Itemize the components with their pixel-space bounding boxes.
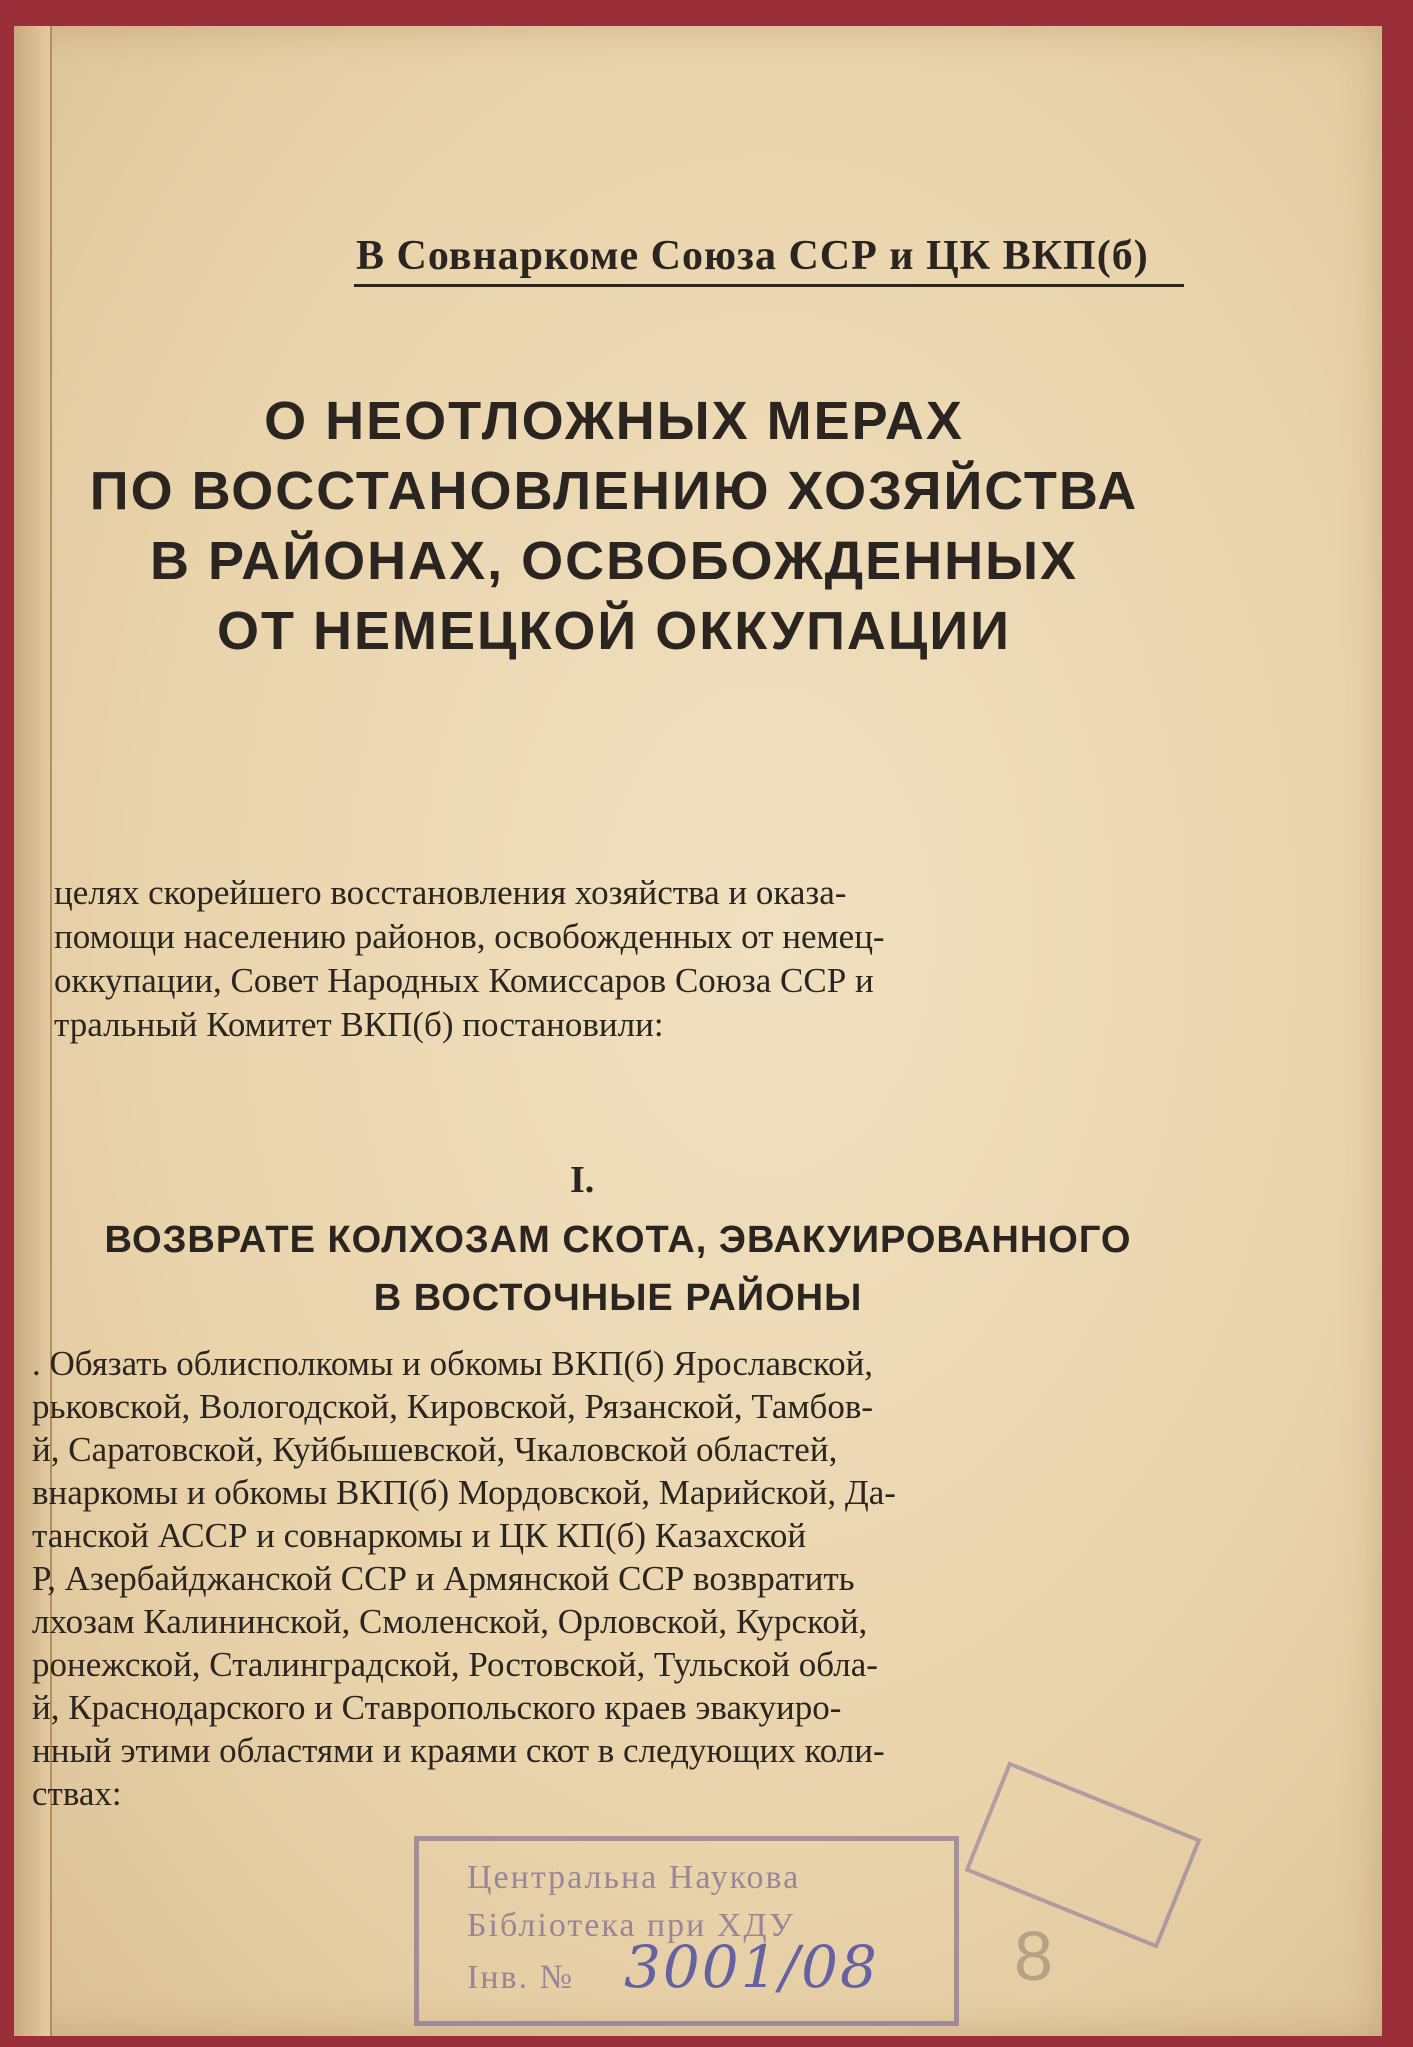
intro-line: тральный Комитет ВКП(б) постановили:	[54, 1005, 664, 1044]
title-line: ПО ВОССТАНОВЛЕНИЮ ХОЗЯЙСТВА	[89, 461, 1139, 521]
body-line: танской АССР и совнаркомы и ЦК КП(б) Казахской	[32, 1516, 807, 1555]
section-title-line: В ВОСТОЧНЫЕ РАЙОНЫ	[373, 1277, 863, 1319]
title-line: ОТ НЕМЕЦКОЙ ОККУПАЦИИ	[217, 601, 1011, 661]
body-line: й, Краснодарского и Ставропольского краев эвакуиро-	[32, 1688, 842, 1727]
body-line: лхозам Калининской, Смоленской, Орловской, Курской,	[32, 1602, 868, 1641]
body-line: ронежской, Сталинградской, Ростовской, Тульской обла-	[32, 1645, 878, 1684]
body-line: рьковской, Вологодской, Кировской, Рязанской, Тамбов-	[32, 1387, 874, 1426]
intro-paragraph	[54, 871, 1224, 1047]
body-line: нный этими областями и краями скот в следующих коли-	[32, 1731, 885, 1770]
stamp-line: Бібліотека при ХДУ	[467, 1907, 796, 1944]
body-line: . Обязать облисполкомы и обкомы ВКП(б) Ярославской,	[32, 1344, 874, 1383]
body-paragraph	[32, 1342, 1212, 1815]
body-line: й, Саратовской, Куйбышевской, Чкаловской областей,	[32, 1430, 838, 1469]
intro-line: оккупации, Совет Народных Комиссаров Союза ССР и	[54, 961, 874, 1000]
body-line: Р, Азербайджанской ССР и Армянской ССР возвратить	[32, 1559, 855, 1598]
section-title	[28, 1211, 1208, 1327]
intro-line: целях скорейшего восстановления хозяйства и оказа-	[54, 873, 847, 912]
inventory-number: 3001/08	[624, 1933, 879, 2001]
section-number: I.	[570, 1159, 595, 1201]
header-underline	[354, 284, 1184, 287]
title-line: О НЕОТЛОЖНЫХ МЕРАХ	[264, 391, 964, 451]
page-header: В Совнаркоме Союза ССР и ЦК ВКП(б)	[356, 233, 1149, 279]
section-title-line: ВОЗВРАТЕ КОЛХОЗАМ СКОТА, ЭВАКУИРОВАННОГО	[104, 1219, 1132, 1261]
stamp-line: Центральна Наукова	[467, 1859, 801, 1896]
stamp-line: Інв. №	[467, 1959, 575, 1996]
body-line: внаркомы и обкомы ВКП(б) Мордовской, Марийской, Да-	[32, 1473, 896, 1512]
intro-line: помощи населению районов, освобожденных от немец-	[54, 917, 885, 956]
title-line: В РАЙОНАХ, ОСВОБОЖДЕННЫХ	[149, 531, 1079, 591]
body-line: ствах:	[32, 1774, 122, 1813]
pencil-mark: 8	[1014, 1917, 1053, 1995]
document-title	[14, 386, 1214, 666]
library-stamp	[414, 1836, 959, 2026]
document-page	[14, 26, 1382, 2036]
